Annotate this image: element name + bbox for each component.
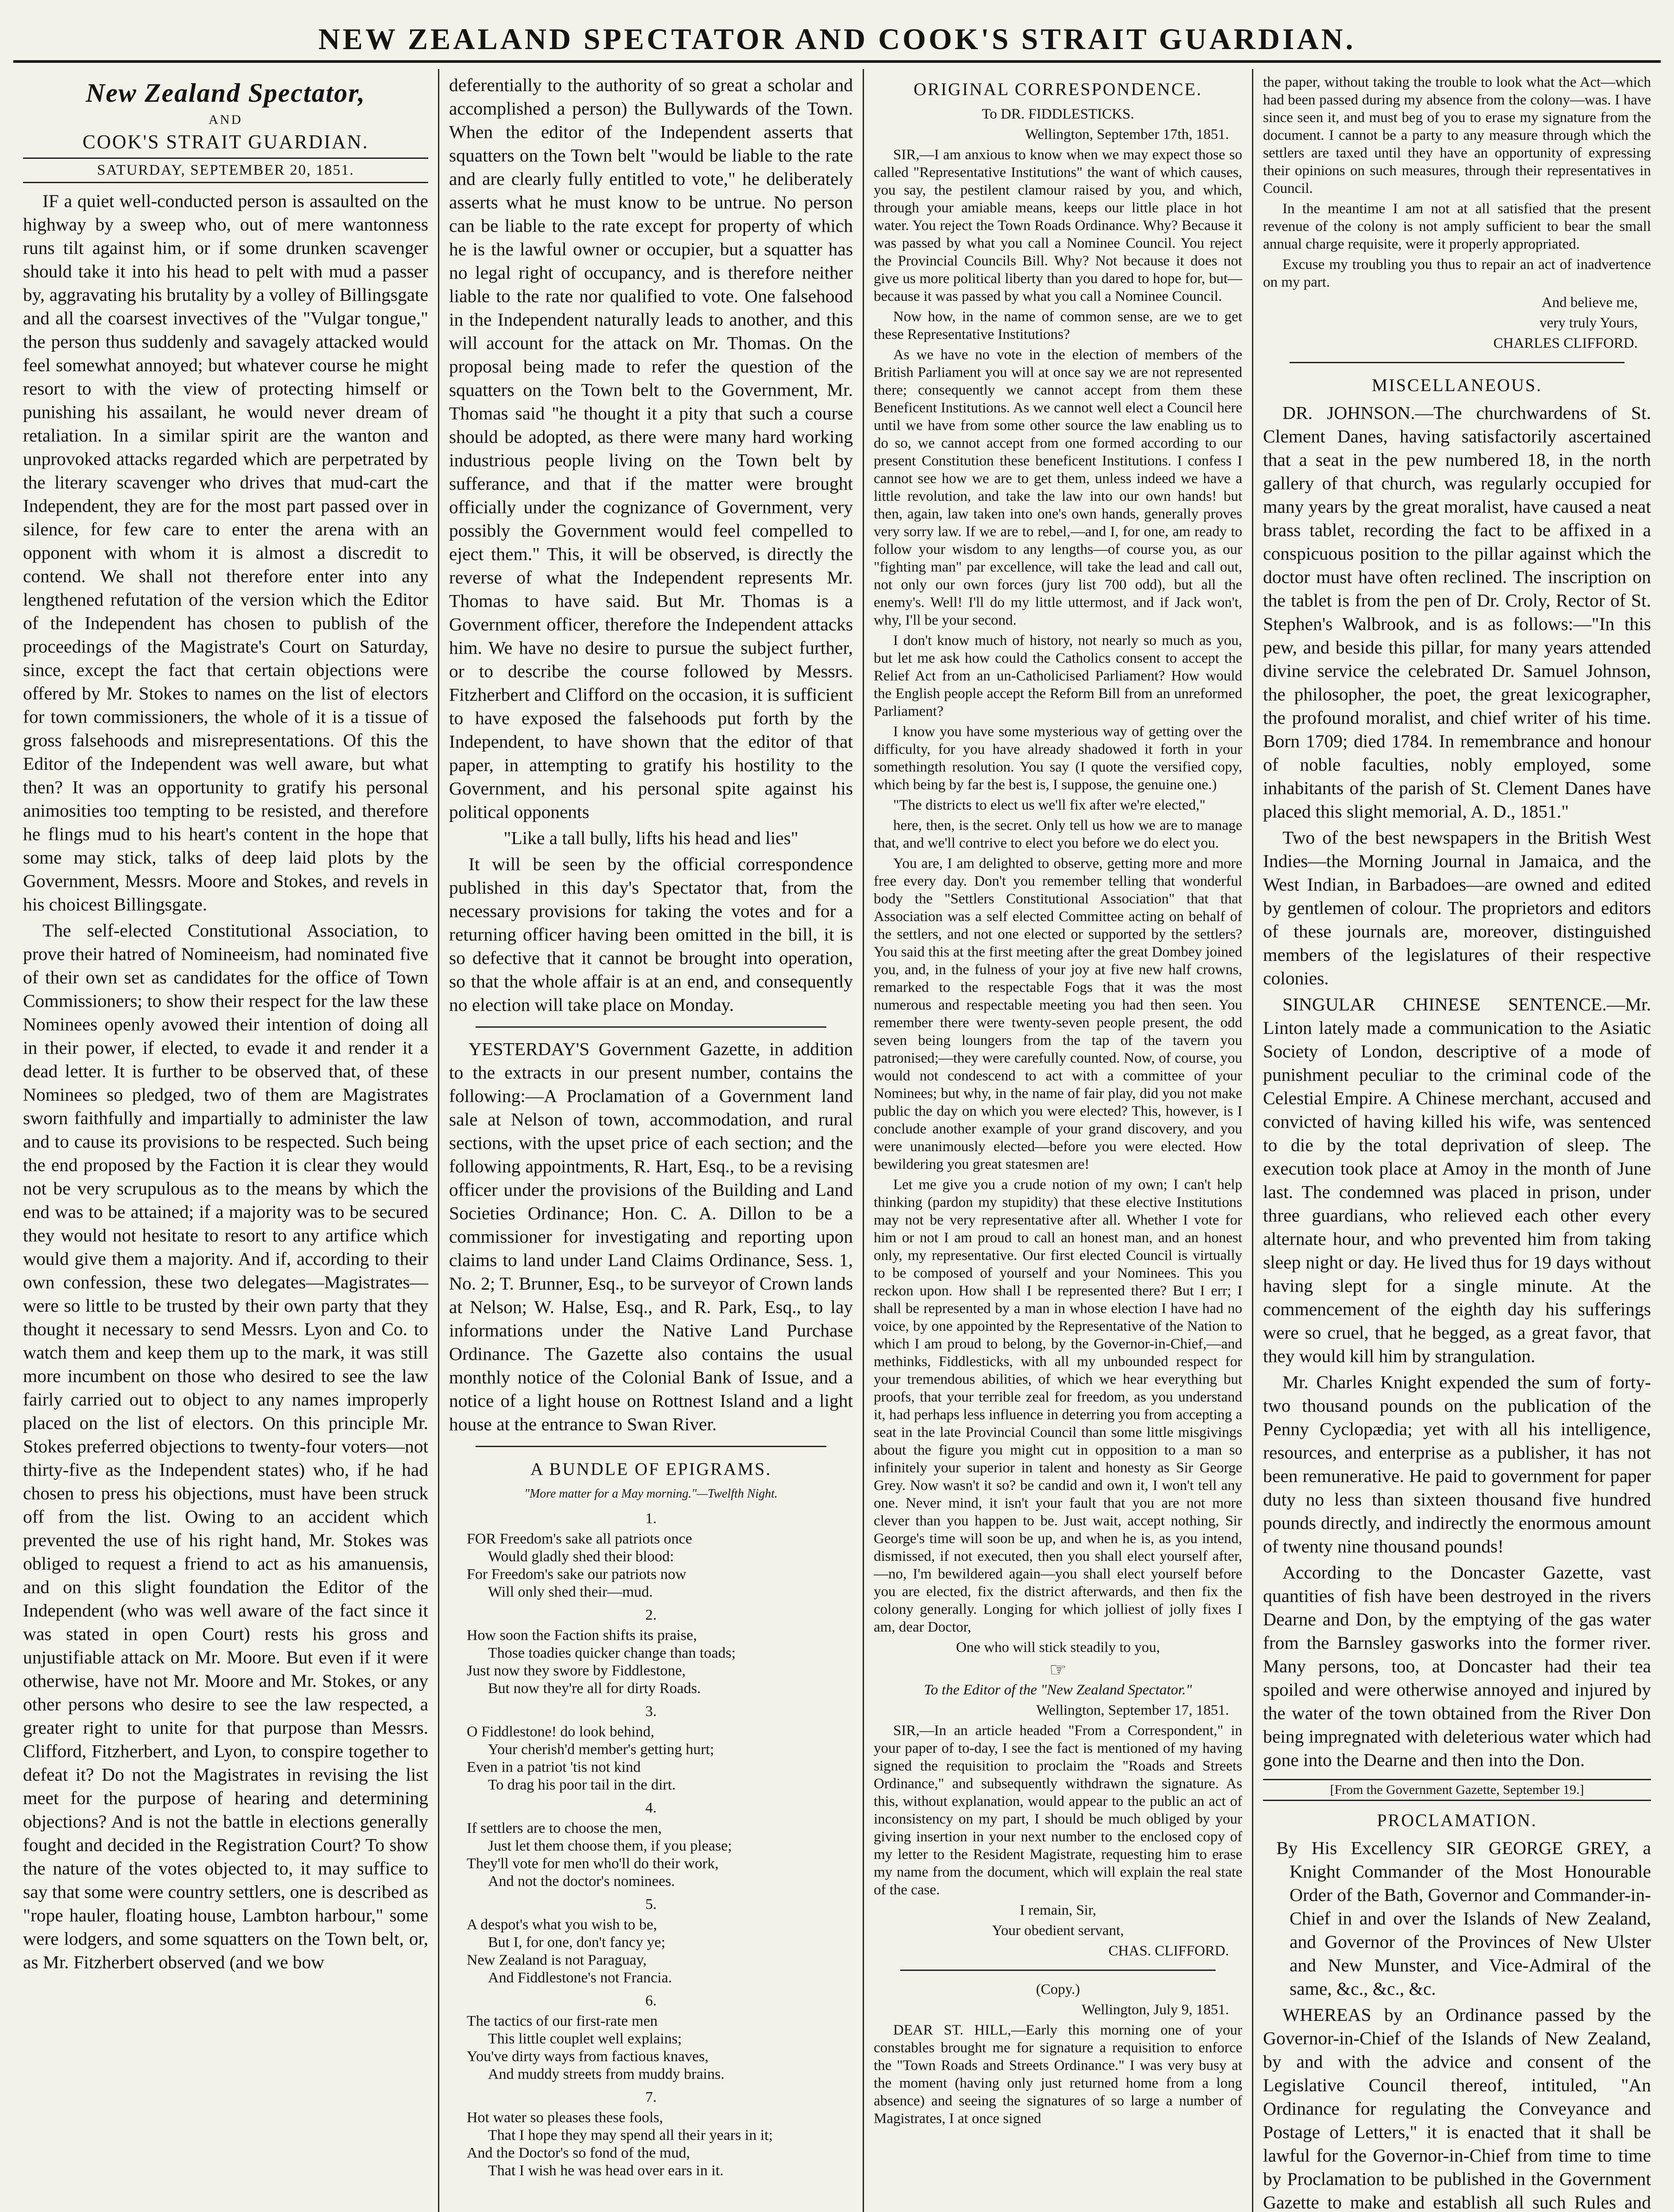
letter2-signature: CHAS. CLIFFORD. — [1108, 1943, 1229, 1959]
proclamation-title: PROCLAMATION. — [1377, 1810, 1537, 1830]
miscellany-paragraph: Two of the best newspapers in the British West Indies—the Morning Journal in Jamaica, and the West Indian, in Barbadoes—are owned and edited by gentlemen of colour. The proprietors and editors of these journals are, moreover, distinguished members of the legislatures of their respective colonies. — [1263, 827, 1651, 988]
proclamation-paragraph-1: WHEREAS by an Ordinance passed by the Governor-in-Chief of the Islands of New Zealand, by and with the advice and consent of the Legislative Council thereof, intituled, "An Ordinance for regulating the Conveyance and Postage of Letters," it is enacted that it shall be lawful for the Governor-in-Chief from time to time by Proclamation to be published in the Government Gazette to make and establish all such Rules and — [1263, 2005, 1651, 2212]
proclamation-preamble: By His Excellency SIR GEORGE GREY, a Knight Commander of the Most Honourable Order of the Bath, Governor and Commander-in-Chief in and over the Islands of New Zealand, and Governor of the Provinces of New Ulster and New Munster, and Vice-Admiral of the same, &c., &c., &c. — [1276, 1838, 1651, 1999]
epigram-number: 4. — [645, 1800, 657, 1816]
verse-line: Those toadies quicker change than toads; — [488, 1645, 736, 1661]
verse-line: This little couplet well explains; — [488, 2031, 682, 2047]
letter1-paragraph: I know you have some mysterious way of getting over the difficulty, for you have already shadowed it forth in your somethingth resolution. You say (I quote the versified copy, which being by far the best is, I suppose, the genuine one.) — [874, 724, 1242, 793]
miscellany-paragraph: DR. JOHNSON.—The churchwardens of St. Clement Danes, having satisfactorily ascertained that a seat in the pew numbered 18, in the north gallery of that church, was regularly occupied for many years by the great moralist, have caused a neat brass tablet, recording the fact to be affixed in a conspicuous position to the pillar against which the doctor must have often reclined. The inscription on the tablet is from the pen of Dr. Croly, Rector of St. Stephen's Walbrook, and is as follows:—"In this pew, and beside this pillar, for many years attended divine service the celebrated Dr. Samuel Johnson, the philosopher, the poet, the great lexicographer, the profound moralist, and chief writer of his time. Born 1709; died 1784. In remembrance and honour of noble faculties, nobly employed, some inhabitants of the parish of St. Clement Danes have placed this slight memorial, A. D., 1851." — [1263, 403, 1651, 822]
verse-line: That I wish he was head over ears in it. — [488, 2162, 724, 2179]
running-head: NEW ZEALAND SPECTATOR AND COOK'S STRAIT GUARDIAN. — [13, 18, 1661, 63]
copy-signature: CHARLES CLIFFORD. — [1493, 335, 1638, 351]
masthead-title: New Zealand Spectator, — [85, 78, 366, 108]
column-3 — [863, 69, 1252, 2212]
gazette-paragraph: YESTERDAY'S Government Gazette, in addition to the extracts in our present number, contains the following:—A Proclamation of a Government land sale at Nelson of town, accommodation, and rural sections, with the upset price of each section; and the following appointments, R. Hart, Esq., to be a revising officer under the provisions of the Building and Land Societies Ordinance; Hon. C. A. Dillon to be a commissioner for investigating and reporting upon claims to land under Land Claims Ordinance, Sess. 1, No. 2; T. Brunner, Esq., to be surveyor of Crown lands at Nelson; W. Halse, Esq., and R. Park, Esq., to lay informations under the Native Land Purchase Ordinance. The Gazette also contains the usual monthly notice of the Colonial Bank of Issue, and a notice of a light house on Rottnest Island and a light house at the entrance to Swan River. — [449, 1039, 853, 1434]
editorial-paragraph-2: The self-elected Constitutional Association, to prove their hatred of Nomineeism, had nominated five of their own set as candidates for the office of Town Commissioners; to show their respect for the law these Nominees openly avowed their intention of doing all in their power, if elected, to evade it and render it a dead letter. It is further to be observed that, of these Nominees so pledged, two of them are Magistrates sworn faithfully and impartially to administer the law and to cause its provisions to be respected. Such being the end proposed by the Faction it is clear they would not be very scrupulous as to the means by which the end was to be attained; if a majority was to be secured they would not hesitate to resort to any artifice which would give them a majority. And if, according to their own confession, these two delegates—Magistrates—were so little to be trusted by their own party that they thought it necessary to send Messrs. Lyon and Co. to watch them and keep them up to the mark, it was still more incumbent on those who desired to see the law fairly carried out to object to any names improperly placed on the list of electors. On this principle Mr. Stokes preferred objections to twenty-four voters—not thirty-five as the Independent states) who, if he had chosen to press his objections, must have been struck off from the list. Owing to an accident which prevented the use of his right hand, Mr. Stokes was obliged to request a friend to act as his amanuensis, and on this slight foundation the Editor of the Independent (who was well aware of the fact since it was stated in open Court) rests his gross and unjustifiable attack on Mr. Moore. But even if it were otherwise, have not Mr. Moore and Mr. Stokes, or any other persons who desire to see the law respected, a greater right to unite for that purpose than Messrs. Clifford, Fitzherbert, and Lyon, to conspire together to defeat it? Do not the Magistrates in revising the list meet for the purpose of hearing and determining objections? And is not the battle in elections generally fought and decided in the Registration Court? To show the nature of the votes objected to, it may suffice to say that some were country settlers, one is described as "rope hauler, floating house, Lambton harbour," some were lodgers, and some squatters on the Town belt, or, as Mr. Fitzherbert observed (and we bow — [23, 920, 428, 1972]
miscellaneous-title: MISCELLANEOUS. — [1371, 375, 1543, 395]
verse-line: Even in a patriot 'tis not kind — [467, 1759, 641, 1775]
verse-line: How soon the Faction shifts its praise, — [467, 1627, 697, 1644]
copy-close-2: very truly Yours, — [1540, 315, 1638, 331]
letter1-paragraph: As we have no vote in the election of members of the British Parliament you will at once say we are not represented there; consequently we cannot accept from them these Beneficent Institutions. As we cannot well elect a Council here until we have from some other source the law enabling us to do so, we cannot accept from one formed according to our present Constitution these beneficent Institutions. I confess I cannot see how we are to get them, unless indeed we have a little revolution, and take the law into our own hands! but then, again, law taken into one's own hands, generally proves very sorry law. If we are to rebel,—and I, for one, am ready to follow your wisdom to any lengths—of course you, as our "fighting man" par excellence, will take the lead and call out, not only our own forces (jury list 700 odd), but all the enemy's. Well! I'll do my little uttermost, and if Jack won't, why, I'll be your second. — [874, 347, 1242, 628]
epigram-verse — [449, 1723, 853, 1794]
epigram-list — [449, 1507, 853, 2180]
letter2-close-1: I remain, Sir, — [1020, 1902, 1096, 1918]
epigram-verse — [449, 1530, 853, 1601]
verse-line: For Freedom's sake our patriots now — [467, 1566, 687, 1582]
letter2-close-2: Your obedient servant, — [992, 1923, 1124, 1939]
letter1-paragraph: here, then, is the secret. Only tell us how we are to manage that, and we'll contrive to elect you before we do elect you. — [874, 818, 1242, 851]
masthead-and: AND — [208, 112, 243, 127]
epigram-verse — [449, 2109, 853, 2180]
divider — [900, 1970, 1216, 1971]
copy-body-continued: the paper, without taking the trouble to look what the Act—which had been passed during my absence from the colony—was. I have since seen it, and must beg of you to erase my signature from the document. I cannot be a party to any measure through which the settlers are taxed until they have an opportunity of expressing their opinions on such measures, through their representatives in Council. — [1263, 74, 1651, 196]
letter1-paragraph: "The districts to elect us we'll fix after we're elected," — [893, 797, 1206, 813]
verse-line: That I hope they may spend all their years in it; — [488, 2127, 773, 2143]
verse-line: Will only shed their—mud. — [488, 1584, 653, 1600]
epigram-verse — [449, 2012, 853, 2083]
verse-line: But I, for one, don't fancy ye; — [488, 1934, 665, 1951]
divider — [1290, 362, 1624, 363]
copy-label: (Copy.) — [1036, 1982, 1080, 1997]
verse-line: Would gladly shed their blood: — [488, 1548, 674, 1565]
letter2-addressee: To the Editor of the "New Zealand Spectator." — [924, 1682, 1192, 1698]
miscellany-paragraph: According to the Doncaster Gazette, vast quantities of fish have been destroyed in the rivers Dearne and Don, by the emptying of the gas water from the Barnsley gasworks into the former river. Many persons, too, at Doncaster had their tea spoiled and were otherwise annoyed and injured by the water of the town obtained from the River Don being impregnated with deleterious water which had gone into the Dearne and then into the Don. — [1263, 1562, 1651, 1770]
copy-dateline: Wellington, July 9, 1851. — [1082, 2002, 1229, 2018]
letter1-paragraph: You are, I am delighted to observe, getting more and more free every day. Don't you remember telling that wonderful body the "Settlers Constitutional Association" that that Association was a self elected Committee acting on behalf of the settlers, and not one elected or supported by the settlers? You said this at the first meeting after the great Dombey joined you, and, in the fulness of your joy at five new half crowns, remarked to the respectable Fogs that it was the most numerous and respectable meeting you had then seen. You remember there were twenty-seven people present, the odd seven being loungers from the tap of the tavern you patronised;—they were carefully counted. Now, of course, you would not condescend to act with a committee of your Nominees; but why, in the name of fair play, did you not make public the day on which you were elected? This, however, is I conclude another example of your grand discovery, and you were unanimously elected—before you were elected. How bewildering you great statesmen are! — [874, 856, 1242, 1172]
verse-line: You've dirty ways from factious knaves, — [467, 2048, 709, 2065]
verse-line: The tactics of our first-rate men — [467, 2013, 658, 2029]
column-1 — [13, 69, 438, 2212]
masthead-subtitle: COOK'S STRAIT GUARDIAN. — [82, 131, 369, 153]
verse-line: O Fiddlestone! do look behind, — [467, 1724, 655, 1740]
column-2 — [438, 69, 863, 2212]
editorial-paragraph-3: deferentially to the authority of so great a scholar and accomplished a person) the Bullywards of the Town. When the editor of the Independent asserts that squatters on the Town belt "would be liable to the rate and are clearly fully entitled to vote," he deliberately asserts what he must know to be untrue. No person can be liable to the rate except for property of which he is the lawful owner or occupier, but a squatter has no legal right of occupancy, and is therefore neither liable to the rate nor qualified to vote. One falsehood in the Independent naturally leads to another, and this will account for the attack on Mr. Thomas. On the proposal being made to refer the question of the squatters on the Town belt to the Government, Mr. Thomas said "he thought it a pity that such a course should be adopted, as there were many hard working industrious people living on the Town belt by sufferance, and that if the matter were brought officially under the cognizance of Government, very possibly the Government would feel compelled to eject them." This, it will be observed, is directly the reverse of what the Independent represents Mr. Thomas to have said. But Mr. Thomas is a Government officer, therefore the Independent attacks him. We have no desire to pursue the subject further, or to describe the course followed by Messrs. Fitzherbert and Clifford on the occasion, it is sufficient to have exposed the falsehoods put forth by the Independent, to have shown that the editor of that paper, in attempting to gratify his hostility to the Government, and his personal spite against his political opponents — [449, 75, 853, 822]
letter1-addressee: To DR. FIDDLESTICKS. — [982, 106, 1134, 122]
divider — [476, 1446, 826, 1447]
letter1-paragraph: Let me give you a crude notion of my own; I can't help thinking (pardon my stupidity) that these elective Institutions may not be very representative after all. Whether I vote for him or not I am proud to call an honest man, and an honest only, my representative. Our first elected Council is virtually to be composed of yourself and your Nominees. This you reckon upon. How shall I be represented there? But I err; I shall be represented by a man in whose election I have had no voice, by one appointed by the Representative of the Nation to which I am proud to belong, by the Governor-in-Chief,—and methinks, Fiddlesticks, with all my unbounded respect for your tremendous abilities, of which we hear everything but proofs, that your terrible zeal for freedom, as you understand it, had perhaps less influence in deterring you from accepting a seat in the late Provincial Council than some little misgivings about the figure you might cut in opposition to a man so infinitely your superior in talent and honesty as Sir George Grey. Now wasn't it so? be candid and own it, I won't tell any one. Never mind, it isn't your fault that you are not more clever than you happen to be. Just wait, accept nothing, Sir George's time will soon be up, and when he is, as you intend, dismissed, if not executed, then you shall elect yourself after,—no, I'm bewildered again—you shall elect yourself before you are elected, fix the district afterwards, and then fix the colony generally. Longing for which jolliest of jolly fixes I am, dear Doctor, — [874, 1177, 1242, 1635]
letter1-paragraph: Now how, in the name of common sense, are we to get these Representative Institutions? — [874, 309, 1242, 342]
verse-line: Hot water so pleases these fools, — [467, 2109, 663, 2126]
epigram-number: 7. — [645, 2089, 657, 2105]
verse-line: And the Doctor's so fond of the mud, — [467, 2145, 690, 2161]
verse-line: Your cherish'd member's getting hurt; — [488, 1741, 714, 1758]
verse-line: They'll vote for men who'll do their work, — [467, 1855, 719, 1872]
verse-line: And Fiddlestone's not Francia. — [488, 1970, 672, 1986]
editorial-paragraph-1: IF a quiet well-conducted person is assaulted on the highway by a sweep who, out of mere wantonness runs tilt against him, or if some drunken scavenger should take it into his head to pelt with mud a passer by, aggravating his brutality by a volley of Billingsgate and all the coarsest invectives of the "Vulgar tongue," the person thus suddenly and savagely attacked would feel somewhat annoyed; but whatever course he might resort to with the view of protecting himself or punishing his assailant, he would never dream of retaliation. In a similar spirit are the wanton and unprovoked attacks regarded which are perpetrated by the literary scavenger who drives that mud-cart the Independent, they are for the most part passed over in silence, for few care to enter the arena with an opponent with whom it is almost a discredit to contend. We shall not therefore enter into any lengthened refutation of the version which the Editor of the Independent has chosen to publish of the proceedings of the Magistrate's Court on Saturday, since, except the fact that certain objections were offered by Mr. Stokes to names on the list of electors for town commissioners, the whole of it is a tissue of gross falsehoods and misrepresentations. Of this the Editor of the Independent was well aware, but what then? It was an opportunity to gratify his personal animosities too tempting to be resisted, and therefore he flings mud to his heart's content in the hope that some may stick, talks of deep laid plots by the Government, Messrs. Moore and Stokes, and revels in his choicest Billingsgate. — [23, 191, 428, 914]
gazette-note: [From the Government Gazette, September 19.] — [1263, 1779, 1651, 1801]
letter2-dateline: Wellington, September 17, 1851. — [1036, 1702, 1229, 1718]
copy-paragraph-2: In the meantime I am not at all satisfied that the present revenue of the colony is not amply sufficient to bear the small annual charge requisite, were it properly appropriated. — [1263, 201, 1651, 252]
letter2-body: SIR,—In an article headed "From a Correspondent," in your paper of to-day, I see the fact is mentioned of my having signed the requisition to proclaim the "Roads and Streets Ordinance," and subsequently withdrawn the signature. As this, without explanation, would appear to the public an act of inconsistency on my part, I should be much obliged by your giving insertion in your next number to the enclosed copy of my letter to the Resident Magistrate, requesting him to erase my name from the document, which will explain the real state of the case. — [874, 1723, 1242, 1898]
miscellany-paragraph: Mr. Charles Knight expended the sum of forty-two thousand pounds on the publication of the Penny Cyclopædia; yet with all his intelligence, resources, and enterprise as a publisher, it has not been remunerative. He paid to government for paper duty no less than sixteen thousand five hundred pounds directly, and indirectly the enormous amount of twenty nine thousand pounds! — [1263, 1372, 1651, 1556]
epigram-number: 5. — [645, 1896, 657, 1912]
letter1-paragraph: SIR,—I am anxious to know when we may expect those so called "Representative Institutions" the want of which causes, you say, the pestilent clamour raised by you, and which, through your amiable means, keeps our little place in hot water. You reject the Town Roads Ordinance. Why? Because it was passed by what you call a Nominee Council. You reject the Provincial Councils Bill. Why? Not because it does not give us more political liberty than you dared to hope for, but—because it was passed by what you call a Nominee Council. — [874, 147, 1242, 304]
verse-line: To drag his poor tail in the dirt. — [488, 1777, 676, 1793]
verse-line: And not the doctor's nominees. — [488, 1873, 675, 1889]
miscellany-paragraph: SINGULAR CHINESE SENTENCE.—Mr. Linton lately made a communication to the Asiatic Society of London, descriptive of a mode of punishment peculiar to the criminal code of the Celestial Empire. A Chinese merchant, accused and convicted of having killed his wife, was sentenced to die by the total deprivation of sleep. The execution took place at Amoy in the month of June last. The condemned was placed in prison, under three guardians, who relieved each other every alternate hour, and who prevented him from taking sleep night or day. He lived thus for 19 days without having slept for a single minute. At the commencement of the eighth day his sufferings were so cruel, that he begged, as a great favor, that they would kill him by strangulation. — [1263, 994, 1651, 1366]
copy-body: DEAR ST. HILL,—Early this morning one of your constables brought me for signature a requisition to enforce the "Town Roads and Streets Ordinance." I was very busy at the moment (having only just returned home from a long absence) and seeing the signatures of so large a number of Magistrates, I at once signed — [874, 2022, 1242, 2127]
epigram-verse — [449, 1820, 853, 1890]
letter1-dateline: Wellington, September 17th, 1851. — [1025, 127, 1229, 142]
verse-line: If settlers are to choose the men, — [467, 1820, 662, 1836]
copy-paragraph-3: Excuse my troubling you thus to repair an act of inadvertence on my part. — [1263, 257, 1651, 290]
verse-line: Just let them choose them, if you please; — [488, 1838, 732, 1854]
letter1-paragraph: One who will stick steadily to you, — [956, 1640, 1160, 1655]
letter1-paragraph: I don't know much of history, not nearly so much as you, but let me ask how could the Catholics consent to accept the Relief Act from an un-Catholicised Parliament? How would the English people accept the Reform Bill from an unreformed Parliament? — [874, 633, 1242, 719]
verse-line: Just now they swore by Fiddlestone, — [467, 1663, 686, 1679]
editorial-quote: "Like a tall bully, lifts his head and lies" — [503, 828, 799, 848]
epigram-number: 6. — [645, 1993, 657, 2009]
verse-line: A despot's what you wish to be, — [467, 1916, 657, 1933]
pointing-hand-icon: ☞ — [1049, 1659, 1067, 1681]
divider — [476, 1026, 826, 1028]
column-4 — [1252, 69, 1661, 2212]
epigram-number: 1. — [645, 1510, 657, 1527]
verse-line: And muddy streets from muddy brains. — [488, 2066, 725, 2082]
correspondence-title: ORIGINAL CORRESPONDENCE. — [914, 79, 1202, 99]
epigrams-title: A BUNDLE OF EPIGRAMS. — [530, 1459, 772, 1479]
masthead-date: SATURDAY, SEPTEMBER 20, 1851. — [23, 157, 428, 183]
letter1-body — [874, 146, 1242, 1656]
epigrams-motto: "More matter for a May morning."—Twelfth Night. — [524, 1487, 778, 1501]
editorial-paragraph-4: It will be seen by the official correspondence published in this day's Spectator that, from the necessary provisions for taking the votes and for a returning officer having been omitted in the bill, it is so defective that it cannot be brought into operation, so that the whole affair is at an end, and consequently no election will take place on Monday. — [449, 854, 853, 1015]
verse-line: But now they're all for dirty Roads. — [488, 1680, 701, 1697]
epigram-number: 2. — [645, 1607, 657, 1623]
verse-line: New Zealand is not Paraguay, — [467, 1952, 647, 1968]
epigram-number: 3. — [645, 1703, 657, 1720]
epigram-verse — [449, 1916, 853, 1987]
copy-close-1: And believe me, — [1541, 295, 1638, 311]
miscellaneous-list — [1263, 401, 1651, 1772]
verse-line: FOR Freedom's sake all patriots once — [467, 1531, 692, 1547]
epigram-verse — [449, 1627, 853, 1697]
columns — [13, 69, 1661, 2212]
